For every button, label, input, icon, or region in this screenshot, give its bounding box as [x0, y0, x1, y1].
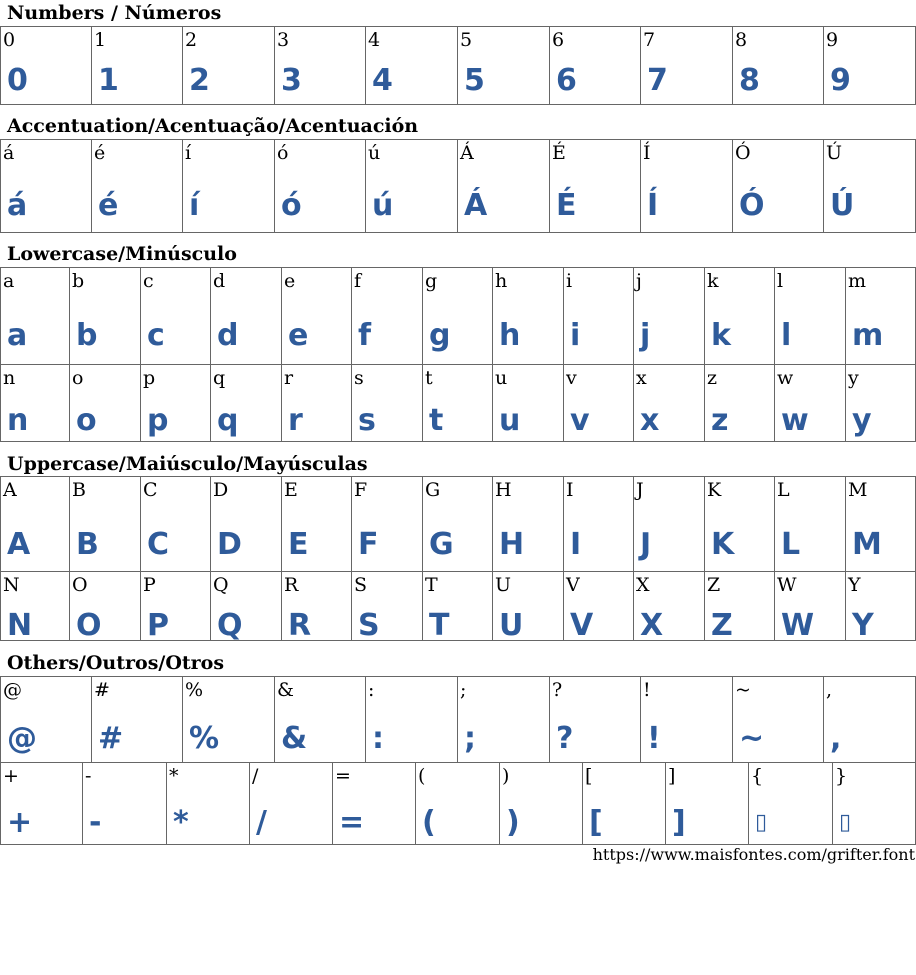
reference-character: 1: [94, 29, 107, 51]
glyph-cell: [457, 676, 550, 763]
reference-character: v: [566, 367, 577, 389]
glyph-cell: [140, 476, 211, 572]
glyph-cell: [563, 476, 634, 572]
reference-character: %: [185, 679, 204, 701]
font-sample-glyph: -: [89, 805, 102, 840]
reference-character: p: [143, 367, 156, 389]
font-sample-glyph: g: [429, 318, 451, 353]
font-sample-glyph: C: [147, 527, 170, 562]
font-sample-glyph: F: [358, 527, 379, 562]
glyph-cell: [0, 676, 92, 763]
glyph-cell: [0, 364, 70, 442]
reference-character: x: [636, 367, 647, 389]
font-sample-glyph: É: [556, 188, 577, 223]
reference-character: 6: [552, 29, 565, 51]
reference-character: e: [284, 270, 296, 292]
glyph-cell: [845, 571, 916, 641]
glyph-grid-uppercase-row1: [0, 476, 916, 572]
reference-character: F: [354, 479, 368, 501]
reference-character: m: [848, 270, 867, 292]
glyph-cell: [91, 676, 183, 763]
reference-character: h: [495, 270, 508, 292]
glyph-cell: [351, 476, 423, 572]
font-sample-glyph: ?: [556, 721, 574, 756]
reference-character: q: [213, 367, 226, 389]
reference-character: X: [636, 574, 650, 596]
glyph-cell: [499, 762, 583, 845]
glyph-cell: [140, 267, 211, 365]
glyph-cell: [249, 762, 333, 845]
font-sample-glyph: b: [76, 318, 98, 353]
glyph-cell: [365, 139, 458, 233]
reference-character: ~: [735, 679, 751, 701]
reference-character: E: [284, 479, 298, 501]
font-sample-glyph: p: [147, 403, 169, 438]
reference-character: L: [777, 479, 790, 501]
glyph-cell: [0, 139, 92, 233]
reference-character: Y: [848, 574, 861, 596]
glyph-cell: [823, 676, 916, 763]
font-sample-glyph: J: [640, 527, 652, 562]
font-sample-glyph: m: [852, 318, 884, 353]
glyph-cell: [274, 26, 366, 105]
font-sample-glyph: v: [570, 403, 590, 438]
glyph-cell: [0, 476, 70, 572]
font-sample-glyph: á: [7, 188, 28, 223]
reference-character: H: [495, 479, 512, 501]
glyph-cell: [457, 139, 550, 233]
reference-character: a: [3, 270, 15, 292]
font-sample-glyph: 5: [464, 63, 485, 98]
glyph-grid-accents: [0, 139, 916, 233]
glyph-cell: [492, 267, 564, 365]
reference-character: 0: [3, 29, 16, 51]
font-sample-glyph: B: [76, 527, 99, 562]
reference-character: Q: [213, 574, 229, 596]
font-sample-glyph: 8: [739, 63, 760, 98]
glyph-cell: [704, 364, 775, 442]
reference-character: U: [495, 574, 512, 596]
reference-character: ,: [826, 679, 833, 701]
glyph-cell: [845, 364, 916, 442]
font-sample-glyph: s: [358, 403, 376, 438]
reference-character: (: [418, 765, 426, 787]
reference-character: J: [636, 479, 644, 501]
glyph-cell: [281, 571, 352, 641]
font-sample-glyph: 3: [281, 63, 302, 98]
reference-character: Ó: [735, 142, 751, 164]
reference-character: w: [777, 367, 794, 389]
glyph-cell: [0, 26, 92, 105]
reference-character: ?: [552, 679, 563, 701]
font-sample-glyph: X: [640, 608, 664, 641]
reference-character: í: [185, 142, 192, 164]
section-title-numbers: Numbers / Números: [7, 2, 222, 24]
reference-character: N: [3, 574, 20, 596]
glyph-cell: [492, 476, 564, 572]
glyph-cell: [633, 571, 705, 641]
font-sample-glyph: e: [288, 318, 309, 353]
reference-character: A: [3, 479, 17, 501]
reference-character: é: [94, 142, 106, 164]
font-sample-glyph: ▯: [755, 810, 768, 835]
glyph-cell: [422, 571, 493, 641]
glyph-cell: [210, 476, 282, 572]
font-sample-glyph: 2: [189, 63, 210, 98]
font-sample-glyph: ]: [672, 805, 686, 840]
glyph-cell: [563, 364, 634, 442]
glyph-cell: [704, 571, 775, 641]
glyph-cell: [640, 139, 733, 233]
reference-character: :: [368, 679, 375, 701]
font-sample-glyph: y: [852, 403, 872, 438]
reference-character: 9: [826, 29, 839, 51]
font-sample-glyph: n: [7, 403, 29, 438]
glyph-cell: [457, 26, 550, 105]
glyph-cell: [732, 26, 824, 105]
font-sample-glyph: 9: [830, 63, 851, 98]
reference-character: P: [143, 574, 156, 596]
glyph-cell: [732, 139, 824, 233]
font-sample-glyph: *: [173, 805, 189, 840]
reference-character: M: [848, 479, 868, 501]
font-sample-glyph: M: [852, 527, 882, 562]
glyph-cell: [492, 571, 564, 641]
glyph-cell: [422, 267, 493, 365]
glyph-cell: [0, 571, 70, 641]
font-sample-glyph: @: [7, 721, 37, 756]
section-title-lowercase: Lowercase/Minúsculo: [7, 243, 237, 265]
glyph-cell: [274, 676, 366, 763]
reference-character: @: [3, 679, 22, 701]
glyph-cell: [640, 676, 733, 763]
font-sample-glyph: w: [781, 403, 809, 438]
reference-character: 7: [643, 29, 656, 51]
reference-character: y: [848, 367, 859, 389]
reference-character: á: [3, 142, 15, 164]
font-sample-glyph: Q: [217, 608, 243, 641]
font-sample-glyph: T: [429, 608, 450, 641]
reference-character: ó: [277, 142, 289, 164]
glyph-cell: [832, 762, 916, 845]
reference-character: o: [72, 367, 84, 389]
font-sample-glyph: í: [189, 188, 200, 223]
glyph-cell: [182, 676, 275, 763]
font-sample-glyph: 0: [7, 63, 28, 98]
glyph-cell: [582, 762, 666, 845]
glyph-cell: [774, 476, 846, 572]
font-sample-glyph: Ó: [739, 188, 765, 223]
glyph-cell: [422, 476, 493, 572]
font-sample-glyph: [: [589, 805, 603, 840]
glyph-cell: [845, 476, 916, 572]
reference-character: =: [335, 765, 351, 787]
glyph-cell: [140, 571, 211, 641]
reference-character: [: [585, 765, 593, 787]
glyph-cell: [748, 762, 833, 845]
font-sample-glyph: &: [281, 721, 308, 756]
font-sample-glyph: é: [98, 188, 119, 223]
reference-character: 2: [185, 29, 198, 51]
font-sample-glyph: %: [189, 721, 220, 756]
reference-character: f: [354, 270, 362, 292]
reference-character: 4: [368, 29, 381, 51]
reference-character: W: [777, 574, 797, 596]
glyph-cell: [774, 571, 846, 641]
reference-character: &: [277, 679, 294, 701]
glyph-cell: [365, 676, 458, 763]
glyph-cell: [182, 26, 275, 105]
glyph-cell: [281, 476, 352, 572]
glyph-cell: [0, 762, 83, 845]
reference-character: G: [425, 479, 441, 501]
reference-character: r: [284, 367, 294, 389]
glyph-cell: [415, 762, 500, 845]
glyph-cell: [422, 364, 493, 442]
font-sample-glyph: S: [358, 608, 380, 641]
reference-character: 3: [277, 29, 290, 51]
font-sample-glyph: ó: [281, 188, 302, 223]
font-sample-glyph: r: [288, 403, 303, 438]
reference-character: Ú: [826, 142, 843, 164]
section-title-uppercase: Uppercase/Maiúsculo/Mayúsculas: [7, 453, 368, 475]
reference-character: B: [72, 479, 86, 501]
reference-character: T: [425, 574, 438, 596]
reference-character: I: [566, 479, 574, 501]
reference-character: Í: [643, 142, 651, 164]
font-sample-glyph: ;: [464, 721, 476, 756]
glyph-cell: [210, 571, 282, 641]
reference-character: R: [284, 574, 299, 596]
glyph-grid-lowercase-row2: [0, 364, 916, 442]
font-sample-glyph: #: [98, 721, 124, 756]
reference-character: z: [707, 367, 718, 389]
source-url: https://www.maisfontes.com/grifter.font: [592, 845, 915, 864]
glyph-cell: [704, 267, 775, 365]
glyph-cell: [633, 267, 705, 365]
font-sample-glyph: j: [640, 318, 651, 353]
font-sample-glyph: /: [256, 805, 267, 840]
reference-character: /: [252, 765, 259, 787]
font-sample-glyph: K: [711, 527, 735, 562]
font-sample-glyph: ~: [739, 721, 765, 756]
font-sample-glyph: Ú: [830, 188, 855, 223]
glyph-cell: [82, 762, 167, 845]
reference-character: ]: [668, 765, 676, 787]
font-sample-glyph: (: [422, 805, 436, 840]
font-sample-glyph: z: [711, 403, 729, 438]
glyph-cell: [91, 139, 183, 233]
font-sample-glyph: o: [76, 403, 97, 438]
font-sample-glyph: G: [429, 527, 454, 562]
font-sample-glyph: t: [429, 403, 444, 438]
font-sample-glyph: R: [288, 608, 312, 641]
reference-character: ;: [460, 679, 467, 701]
glyph-cell: [69, 364, 141, 442]
font-sample-glyph: Í: [647, 188, 659, 223]
font-sample-glyph: ú: [372, 188, 394, 223]
font-sample-glyph: x: [640, 403, 660, 438]
reference-character: l: [777, 270, 784, 292]
glyph-cell: [774, 267, 846, 365]
font-sample-glyph: 4: [372, 63, 393, 98]
glyph-cell: [365, 26, 458, 105]
glyph-grid-numbers: [0, 26, 916, 105]
reference-character: k: [707, 270, 719, 292]
font-sample-glyph: E: [288, 527, 309, 562]
font-sample-glyph: h: [499, 318, 521, 353]
reference-character: #: [94, 679, 110, 701]
glyph-cell: [351, 267, 423, 365]
glyph-cell: [704, 476, 775, 572]
glyph-cell: [640, 26, 733, 105]
reference-character: C: [143, 479, 158, 501]
font-sample-glyph: Z: [711, 608, 733, 641]
reference-character: b: [72, 270, 85, 292]
reference-character: Z: [707, 574, 721, 596]
reference-character: j: [636, 270, 642, 292]
reference-character: }: [835, 765, 848, 787]
font-sample-glyph: P: [147, 608, 169, 641]
font-sample-glyph: D: [217, 527, 242, 562]
reference-character: K: [707, 479, 722, 501]
font-sample-glyph: +: [7, 805, 33, 840]
glyph-cell: [351, 364, 423, 442]
glyph-cell: [549, 26, 641, 105]
font-sample-glyph: 7: [647, 63, 668, 98]
glyph-cell: [633, 476, 705, 572]
glyph-cell: [91, 26, 183, 105]
glyph-cell: [281, 364, 352, 442]
reference-character: -: [85, 765, 92, 787]
font-sample-glyph: L: [781, 527, 801, 562]
glyph-grid-others-row1: [0, 676, 916, 763]
glyph-cell: [69, 267, 141, 365]
reference-character: i: [566, 270, 573, 292]
reference-character: 8: [735, 29, 748, 51]
reference-character: !: [643, 679, 651, 701]
reference-character: *: [169, 765, 179, 787]
glyph-cell: [492, 364, 564, 442]
font-sample-glyph: Y: [852, 608, 874, 641]
glyph-cell: [332, 762, 416, 845]
glyph-cell: [665, 762, 749, 845]
glyph-cell: [633, 364, 705, 442]
reference-character: O: [72, 574, 88, 596]
glyph-cell: [210, 364, 282, 442]
font-sample-glyph: a: [7, 318, 28, 353]
glyph-cell: [823, 139, 916, 233]
font-sample-glyph: f: [358, 318, 372, 353]
font-sample-glyph: ,: [830, 721, 842, 756]
font-sample-glyph: q: [217, 403, 239, 438]
section-title-accents: Accentuation/Acentuação/Acentuación: [7, 115, 419, 137]
glyph-grid-lowercase-row1: [0, 267, 916, 365]
reference-character: Á: [460, 142, 474, 164]
reference-character: ): [502, 765, 510, 787]
reference-character: S: [354, 574, 368, 596]
glyph-cell: [823, 26, 916, 105]
glyph-cell: [845, 267, 916, 365]
font-sample-glyph: Á: [464, 188, 488, 223]
glyph-cell: [69, 476, 141, 572]
font-sample-glyph: V: [570, 608, 594, 641]
font-sample-glyph: 6: [556, 63, 577, 98]
reference-character: 5: [460, 29, 473, 51]
reference-character: D: [213, 479, 229, 501]
glyph-grid-uppercase-row2: [0, 571, 916, 641]
reference-character: {: [751, 765, 764, 787]
glyph-cell: [274, 139, 366, 233]
glyph-cell: [140, 364, 211, 442]
font-sample-glyph: c: [147, 318, 165, 353]
font-sample-glyph: A: [7, 527, 31, 562]
font-sample-glyph: ): [506, 805, 520, 840]
font-sample-glyph: 1: [98, 63, 119, 98]
font-sample-glyph: i: [570, 318, 581, 353]
font-sample-glyph: N: [7, 608, 33, 641]
reference-character: É: [552, 142, 566, 164]
glyph-cell: [549, 139, 641, 233]
glyph-cell: [732, 676, 824, 763]
glyph-cell: [182, 139, 275, 233]
glyph-cell: [774, 364, 846, 442]
font-sample-glyph: I: [570, 527, 582, 562]
font-sample-glyph: U: [499, 608, 524, 641]
reference-character: t: [425, 367, 433, 389]
glyph-cell: [210, 267, 282, 365]
glyph-cell: [69, 571, 141, 641]
font-sample-glyph: u: [499, 403, 521, 438]
reference-character: c: [143, 270, 154, 292]
reference-character: V: [566, 574, 580, 596]
font-sample-glyph: W: [781, 608, 815, 641]
reference-character: ú: [368, 142, 381, 164]
glyph-cell: [0, 267, 70, 365]
font-sample-glyph: !: [647, 721, 661, 756]
glyph-cell: [166, 762, 250, 845]
glyph-cell: [281, 267, 352, 365]
font-sample-glyph: d: [217, 318, 239, 353]
glyph-cell: [351, 571, 423, 641]
font-sample-glyph: ▯: [839, 810, 852, 835]
reference-character: n: [3, 367, 16, 389]
font-sample-glyph: O: [76, 608, 102, 641]
glyph-grid-others-row2: [0, 762, 916, 845]
reference-character: u: [495, 367, 508, 389]
font-sample-glyph: l: [781, 318, 792, 353]
glyph-cell: [563, 267, 634, 365]
font-sample-glyph: :: [372, 721, 384, 756]
reference-character: g: [425, 270, 438, 292]
glyph-cell: [563, 571, 634, 641]
section-title-others: Others/Outros/Otros: [7, 652, 225, 674]
reference-character: s: [354, 367, 364, 389]
font-sample-glyph: k: [711, 318, 731, 353]
reference-character: +: [3, 765, 19, 787]
font-sample-glyph: =: [339, 805, 365, 840]
font-sample-glyph: H: [499, 527, 525, 562]
reference-character: d: [213, 270, 226, 292]
glyph-cell: [549, 676, 641, 763]
